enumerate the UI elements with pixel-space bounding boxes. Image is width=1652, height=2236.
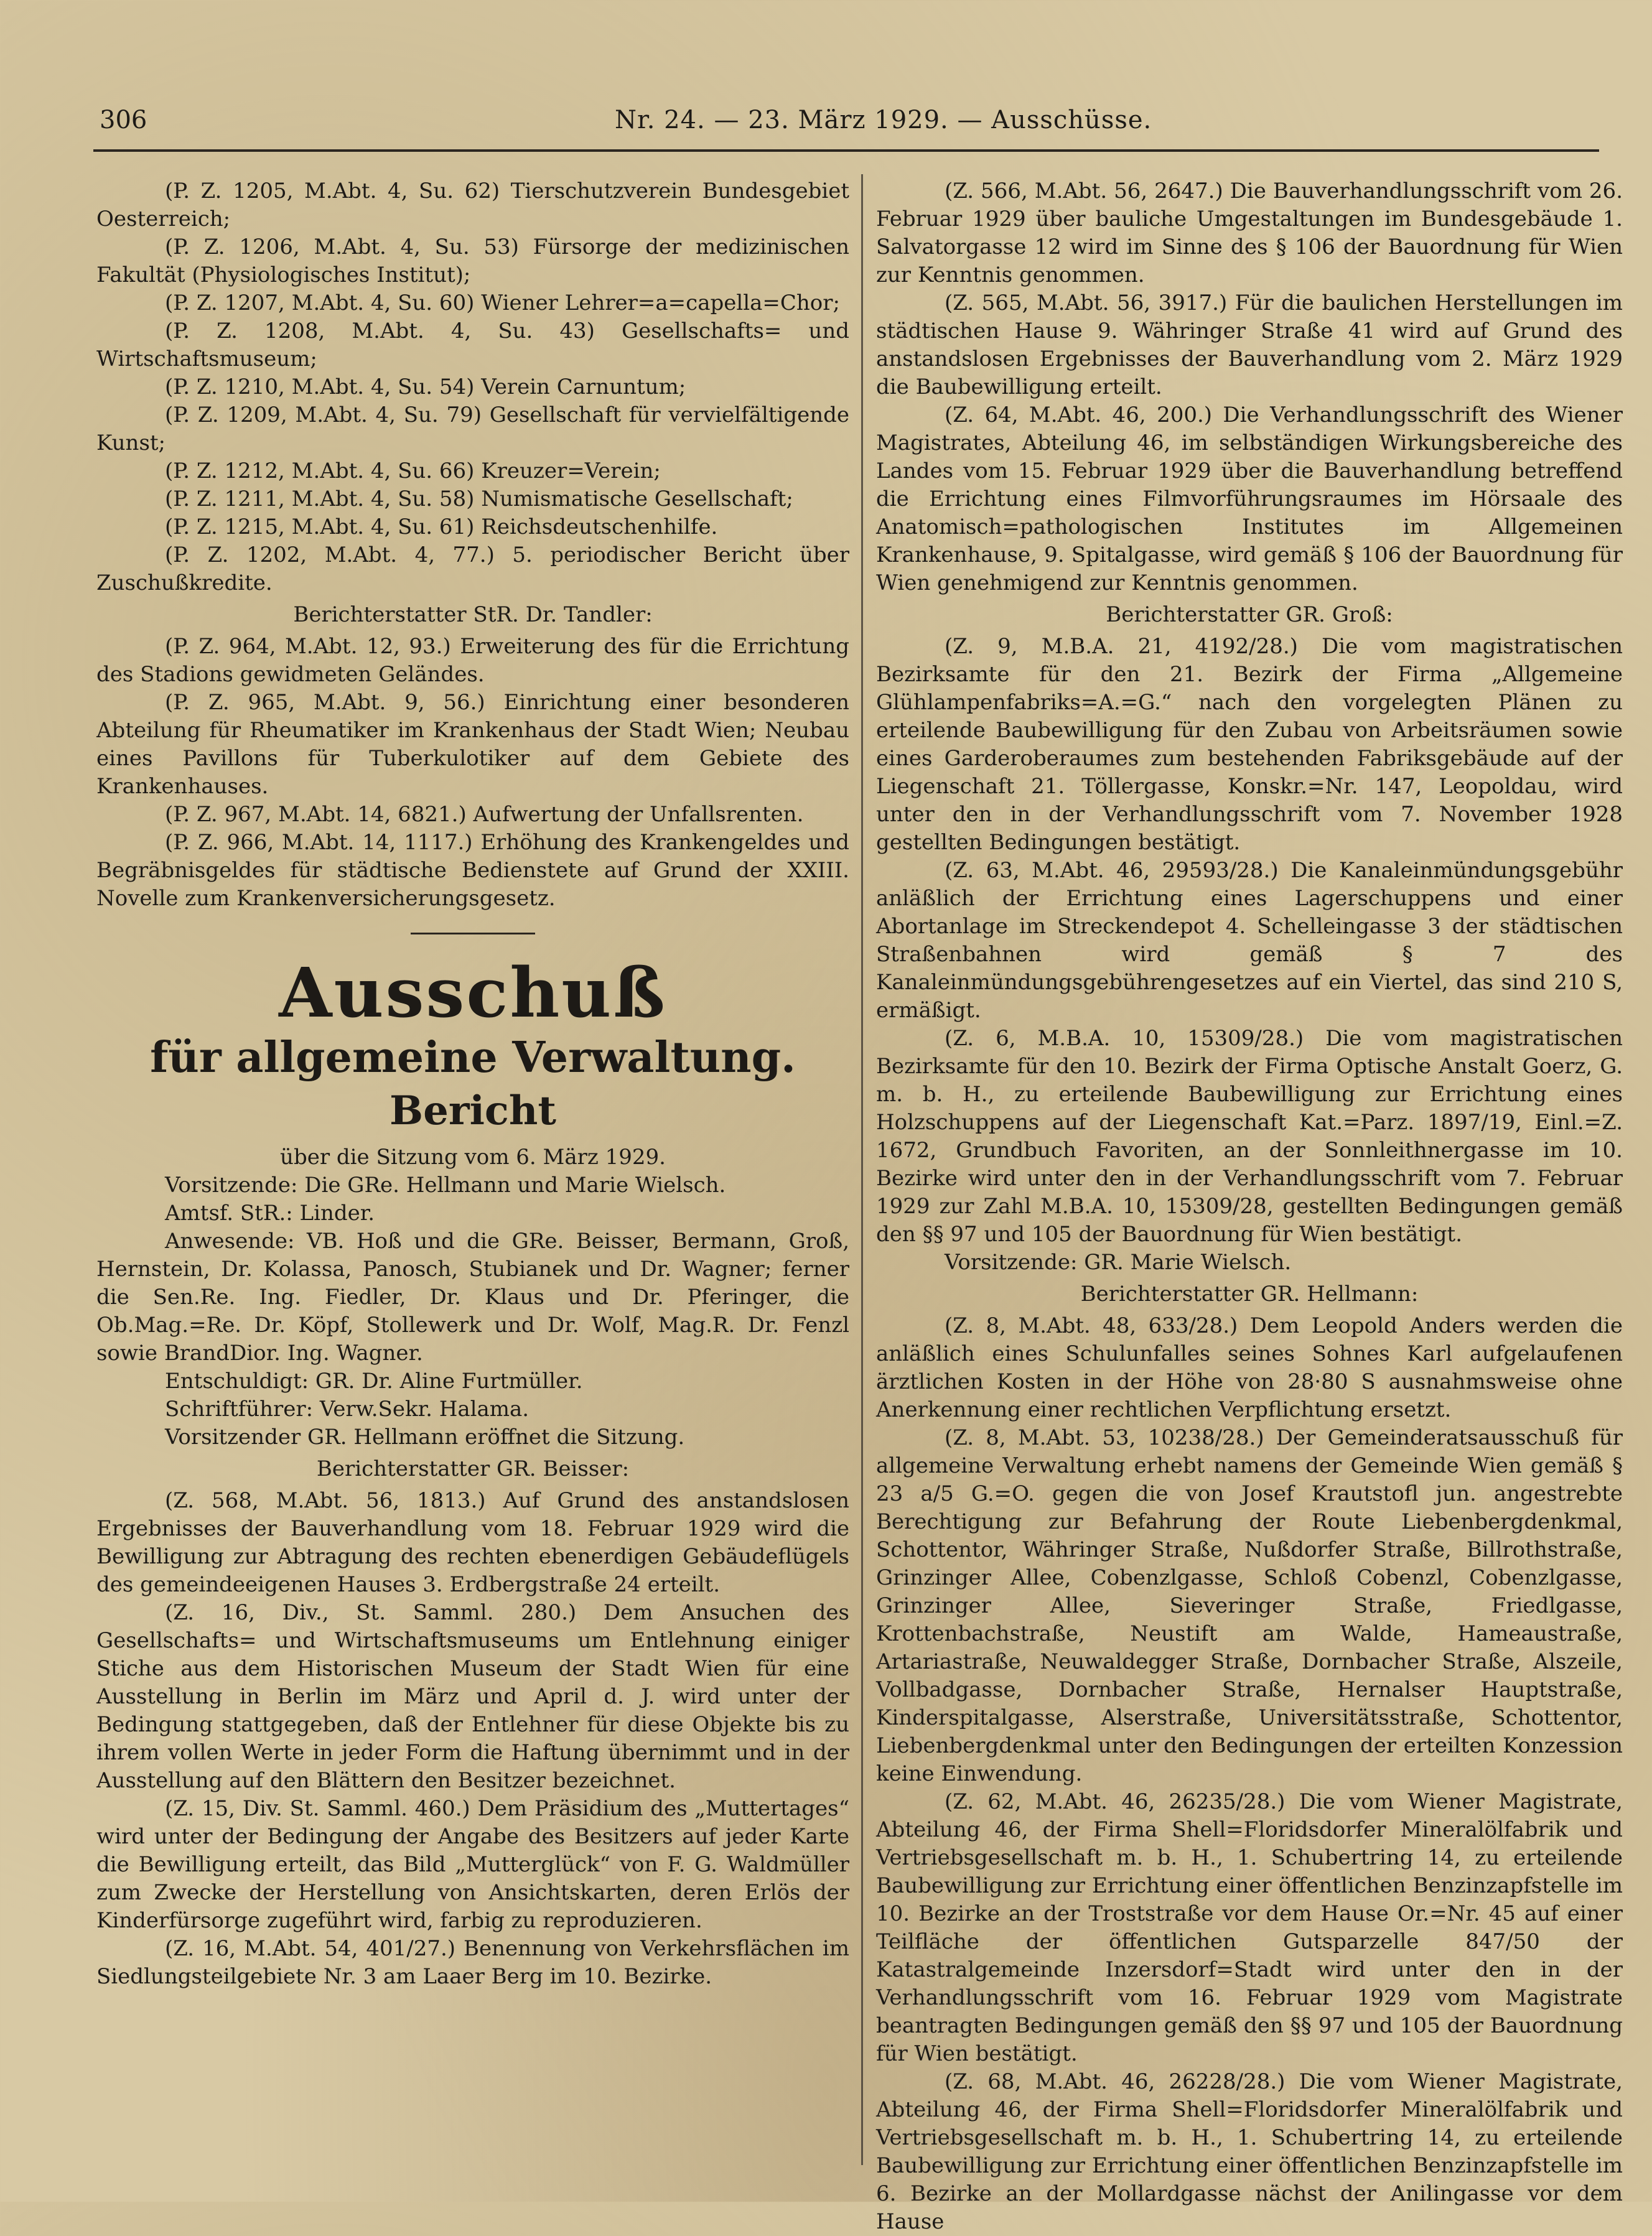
paragraph: (Z. 8, M.Abt. 53, 10238/28.) Der Gemeinderatsausschuß für allgemeine Verwaltung erhebt namens der Gemeinde Wien gemäß § 23 a/5 G.=O. gegen die von Josef Krautstofl jun. angestrebte Berechtigung zur Befahrung der Route Liebenbergdenkmal, Schottentor, Währinger Straße, Nußdorfer Straße, Billrothstraße, Grinzinger Allee, Cobenzlgasse, Schloß Cobenzl, Cobenzlgasse, Grinzinger Allee, Sieveringer Straße, Friedlgasse, Krottenbachstraße, Neustift am Walde, Hameaustraße, Artariastraße, Neuwaldegger Straße, Dornbacher Straße, Alszeile, Vollbadgasse, Dornbacher Straße, Hernalser Hauptstraße, Kinderspitalgasse, Alserstraße, Universitätsstraße, Schottentor, Liebenbergdenkmal unter den Bedingungen der erteilten Konzession keine Einwendung. <box>876 1425 1623 1786</box>
paragraph: (Z. 68, M.Abt. 46, 26228/28.) Die vom Wiener Magistrate, Abteilung 46, der Firma Shell=Floridsdorfer Mineralölfabrik und Vertriebsgesellschaft m. b. H., 1. Schubertring 14, zu erteilende Baubewilligung zur Errichtung einer öffentlichen Benzinzapfstelle im 6. Bezirke an der Mollardgasse nächst der Anilingasse vor dem Hause <box>876 2069 1623 2234</box>
section-separator <box>411 933 535 934</box>
paragraph: (Z. 62, M.Abt. 46, 26235/28.) Die vom Wiener Magistrate, Abteilung 46, der Firma Shell=Floridsdorfer Mineralölfabrik und Vertriebsgesellschaft m. b. H., 1. Schubertring 14, zu erteilende Baubewilligung zur Errichtung einer öffentlichen Benzinzapfstelle im 10. Bezirke an der Troststraße vor dem Hause Or.=Nr. 45 auf einer Teilfläche der öffentlichen Gutsparzelle 847/50 der Katastralgemeinde Inzersdorf=Stadt wird unter den in der Verhandlungsschrift vom 16. Februar 1929 vom Magistrate beantragten Bedingungen gemäß den §§ 97 und 105 der Bauordnung für Wien bestätigt. <box>876 1789 1623 2066</box>
paragraph: (P. Z. 964, M.Abt. 12, 93.) Erweiterung des für die Errichtung des Stadions gewidmeten Geländes. <box>96 634 849 687</box>
paragraph: (Z. 16, M.Abt. 54, 401/27.) Benennung von Verkehrsflächen im Siedlungsteilgebiete Nr. 3 am Laaer Berg im 10. Bezirke. <box>96 1936 849 1989</box>
page-header <box>100 100 1593 143</box>
section-subtitle: für allgemeine Verwaltung. <box>150 1033 796 1083</box>
running-head: Nr. 24. — 23. März 1929. — Ausschüsse. <box>615 106 1152 134</box>
section-report-label: Bericht <box>390 1088 556 1134</box>
reporter-heading: Berichterstatter GR. Hellmann: <box>1080 1282 1419 1307</box>
excused-line: Entschuldigt: GR. Dr. Aline Furtmüller. <box>165 1369 583 1394</box>
paragraph: (Z. 8, M.Abt. 48, 633/28.) Dem Leopold Anders werden die anläßlich eines Schulunfalles seines Sohnes Karl aufgelaufenen ärztlichen Kosten in der Höhe von 28·80 S ausnahmsweise ohne Anerkennung einer rechtlichen Verpflichtung ersetzt. <box>876 1313 1623 1422</box>
paragraph: (P. Z. 1209, M.Abt. 4, Su. 79) Gesellschaft für vervielfältigende Kunst; <box>96 403 849 455</box>
section-title: Ausschuß <box>279 953 667 1033</box>
paragraph: (P. Z. 1212, M.Abt. 4, Su. 66) Kreuzer=Verein; <box>165 459 661 483</box>
paragraph: (P. Z. 965, M.Abt. 9, 56.) Einrichtung einer besonderen Abteilung für Rheumatiker im Krankenhaus der Stadt Wien; Neubau eines Pavillons für Tuberkulotiker auf dem Gebiete des Krankenhauses. <box>96 690 849 799</box>
chair-line: Vorsitzende: GR. Marie Wielsch. <box>945 1250 1292 1275</box>
attendees-line: Anwesende: VB. Hoß und die GRe. Beisser, Bermann, Groß, Hernstein, Dr. Kolassa, Panosch, Stubianek und Dr. Wagner; ferner die Sen.Re. Ing. Fiedler, Dr. Klaus und Dr. Pferinger, die Ob.Mag.=Re. Dr. Köpf, Stollewerk und Dr. Wolf, Mag.R. Dr. Fenzl sowie BrandDior. Ing. Wagner. <box>96 1229 849 1366</box>
paragraph: (P. Z. 1207, M.Abt. 4, Su. 60) Wiener Lehrer=a=capella=Chor; <box>165 291 840 315</box>
paragraph: (Z. 63, M.Abt. 46, 29593/28.) Die Kanaleinmündungsgebühr anläßlich der Errichtung eines Lagerschuppens und einer Abortanlage im Streckendepot 4. Schelleingasse 3 der städtischen Straßenbahnen wird gemäß § 7 des Kanaleinmündungsgebührengesetzes auf ein Viertel, das sind 210 S, ermäßigt. <box>876 858 1623 1023</box>
paragraph: (Z. 16, Div., St. Samml. 280.) Dem Ansuchen des Gesellschafts= und Wirtschaftsmuseums um Entlehnung einiger Stiche aus dem Historischen Museum der Stadt Wien für eine Ausstellung in Berlin im März und April d. J. wird unter der Bedingung stattgegeben, daß der Entlehner für diese Objekte bis zu ihrem vollen Werte in jeder Form die Haftung übernimmt und in der Ausstellung auf den Blättern den Besitzer bezeichnet. <box>96 1600 849 1793</box>
paragraph: (Z. 64, M.Abt. 46, 200.) Die Verhandlungsschrift des Wiener Magistrates, Abteilung 46, im selbständigen Wirkungsbereiche des Landes vom 15. Februar 1929 über die Bauverhandlung betreffend die Errichtung eines Filmvorführungsraumes im Hörsaale des Anatomisch=pathologischen Institutes im Allgemeinen Krankenhause, 9. Spitalgasse, wird gemäß § 106 der Bauordnung für Wien genehmigend zur Kenntnis genommen. <box>876 403 1623 595</box>
column-divider <box>861 174 863 2165</box>
reporter-heading: Berichterstatter GR. Beisser: <box>316 1456 630 1481</box>
paragraph: (P. Z. 1208, M.Abt. 4, Su. 43) Gesellschafts= und Wirtschaftsmuseum; <box>96 319 849 371</box>
paragraph: (Z. 565, M.Abt. 56, 3917.) Für die baulichen Herstellungen im städtischen Hause 9. Währinger Straße 41 wird auf Grund des anstandslosen Ergebnisses der Bauverhandlung vom 2. März 1929 die Baubewilligung erteilt. <box>876 291 1623 399</box>
opening-line: Vorsitzender GR. Hellmann eröffnet die Sitzung. <box>165 1425 685 1450</box>
paragraph: (Z. 566, M.Abt. 56, 2647.) Die Bauverhandlungsschrift vom 26. Februar 1929 über bauliche Umgestaltungen im Bundesgebäude 1. Salvatorgasse 12 wird im Sinne des § 106 der Bauordnung für Wien zur Kenntnis genommen. <box>876 179 1623 287</box>
chairs-line: Vorsitzende: Die GRe. Hellmann und Marie Wielsch. <box>165 1173 726 1198</box>
header-rule <box>93 149 1599 152</box>
reporter-heading: Berichterstatter StR. Dr. Tandler: <box>293 602 653 627</box>
official-line: Amtsf. StR.: Linder. <box>165 1201 375 1226</box>
paragraph: (P. Z. 1202, M.Abt. 4, 77.) 5. periodischer Bericht über Zuschußkredite. <box>96 543 849 595</box>
page-number: 306 <box>100 106 147 134</box>
reporter-heading: Berichterstatter GR. Groß: <box>1106 602 1393 627</box>
paragraph: (Z. 15, Div. St. Samml. 460.) Dem Präsidium des „Muttertages“ wird unter der Bedingung der Angabe des Besitzers auf jeder Karte die Bewilligung erteilt, das Bild „Mutterglück“ von F. G. Waldmüller zum Zwecke der Herstellung von Ansichtskarten, deren Erlös der Kinderfürsorge zugeführt wird, farbig zu reproduzieren. <box>96 1796 849 1933</box>
paragraph: (P. Z. 1215, M.Abt. 4, Su. 61) Reichsdeutschenhilfe. <box>165 515 718 539</box>
paragraph: (P. Z. 1206, M.Abt. 4, Su. 53) Fürsorge der medizinischen Fakultät (Physiologisches Institut); <box>96 235 849 287</box>
paragraph: (Z. 9, M.B.A. 21, 4192/28.) Die vom magistratischen Bezirksamte für den 21. Bezirk der Firma „Allgemeine Glühlampenfabriks=A.=G.“ nach den vorgelegten Plänen zu erteilende Baubewilligung für den Zubau von Arbeitsräumen sowie eines Garderoberaumes zum bestehenden Fabriksgebäude auf der Liegenschaft 21. Töllergasse, Konskr.=Nr. 147, Leopoldau, wird unter den in der Verhandlungsschrift vom 7. November 1928 gestellten Bedingungen bestätigt. <box>876 634 1623 855</box>
secretary-line: Schriftführer: Verw.Sekr. Halama. <box>165 1397 530 1422</box>
paragraph: (P. Z. 967, M.Abt. 14, 6821.) Aufwertung der Unfallsrenten. <box>165 802 804 827</box>
paragraph: (P. Z. 1205, M.Abt. 4, Su. 62) Tierschutzverein Bundesgebiet Oesterreich; <box>96 179 849 231</box>
paragraph: (Z. 6, M.B.A. 10, 15309/28.) Die vom magistratischen Bezirksamte für den 10. Bezirk der Firma Optische Anstalt Goerz, G. m. b. H., zu erteilende Baubewilligung zur Errichtung eines Holzschuppens auf der Liegenschaft Kat.=Parz. 1897/19, Einl.=Z. 1672, Grundbuch Favoriten, an der Sonnleithnergasse im 10. Bezirke wird unter den in der Verhandlungsschrift vom 7. Februar 1929 zur Zahl M.B.A. 10, 15309/28, gestellten Bedingungen gemäß den §§ 97 und 105 der Bauordnung für Wien bestätigt. <box>876 1026 1623 1247</box>
paragraph: (Z. 568, M.Abt. 56, 1813.) Auf Grund des anstandslosen Ergebnisses der Bauverhandlung vom 18. Februar 1929 wird die Bewilligung zur Abtragung des rechten ebenerdigen Gebäudeflügels des gemeindeeigenen Hauses 3. Erdbergstraße 24 erteilt. <box>96 1488 849 1597</box>
left-column <box>96 177 849 1991</box>
paragraph: (P. Z. 966, M.Abt. 14, 1117.) Erhöhung des Krankengeldes und Begräbnisgeldes für städtische Bedienstete auf Grund der XXIII. Novelle zum Krankenversicherungsgesetz. <box>96 830 849 911</box>
paragraph: (P. Z. 1210, M.Abt. 4, Su. 54) Verein Carnuntum; <box>165 375 686 399</box>
meeting-date-line: über die Sitzung vom 6. März 1929. <box>280 1145 666 1170</box>
paragraph: (P. Z. 1211, M.Abt. 4, Su. 58) Numismatische Gesellschaft; <box>165 487 793 511</box>
right-column <box>876 177 1623 2236</box>
